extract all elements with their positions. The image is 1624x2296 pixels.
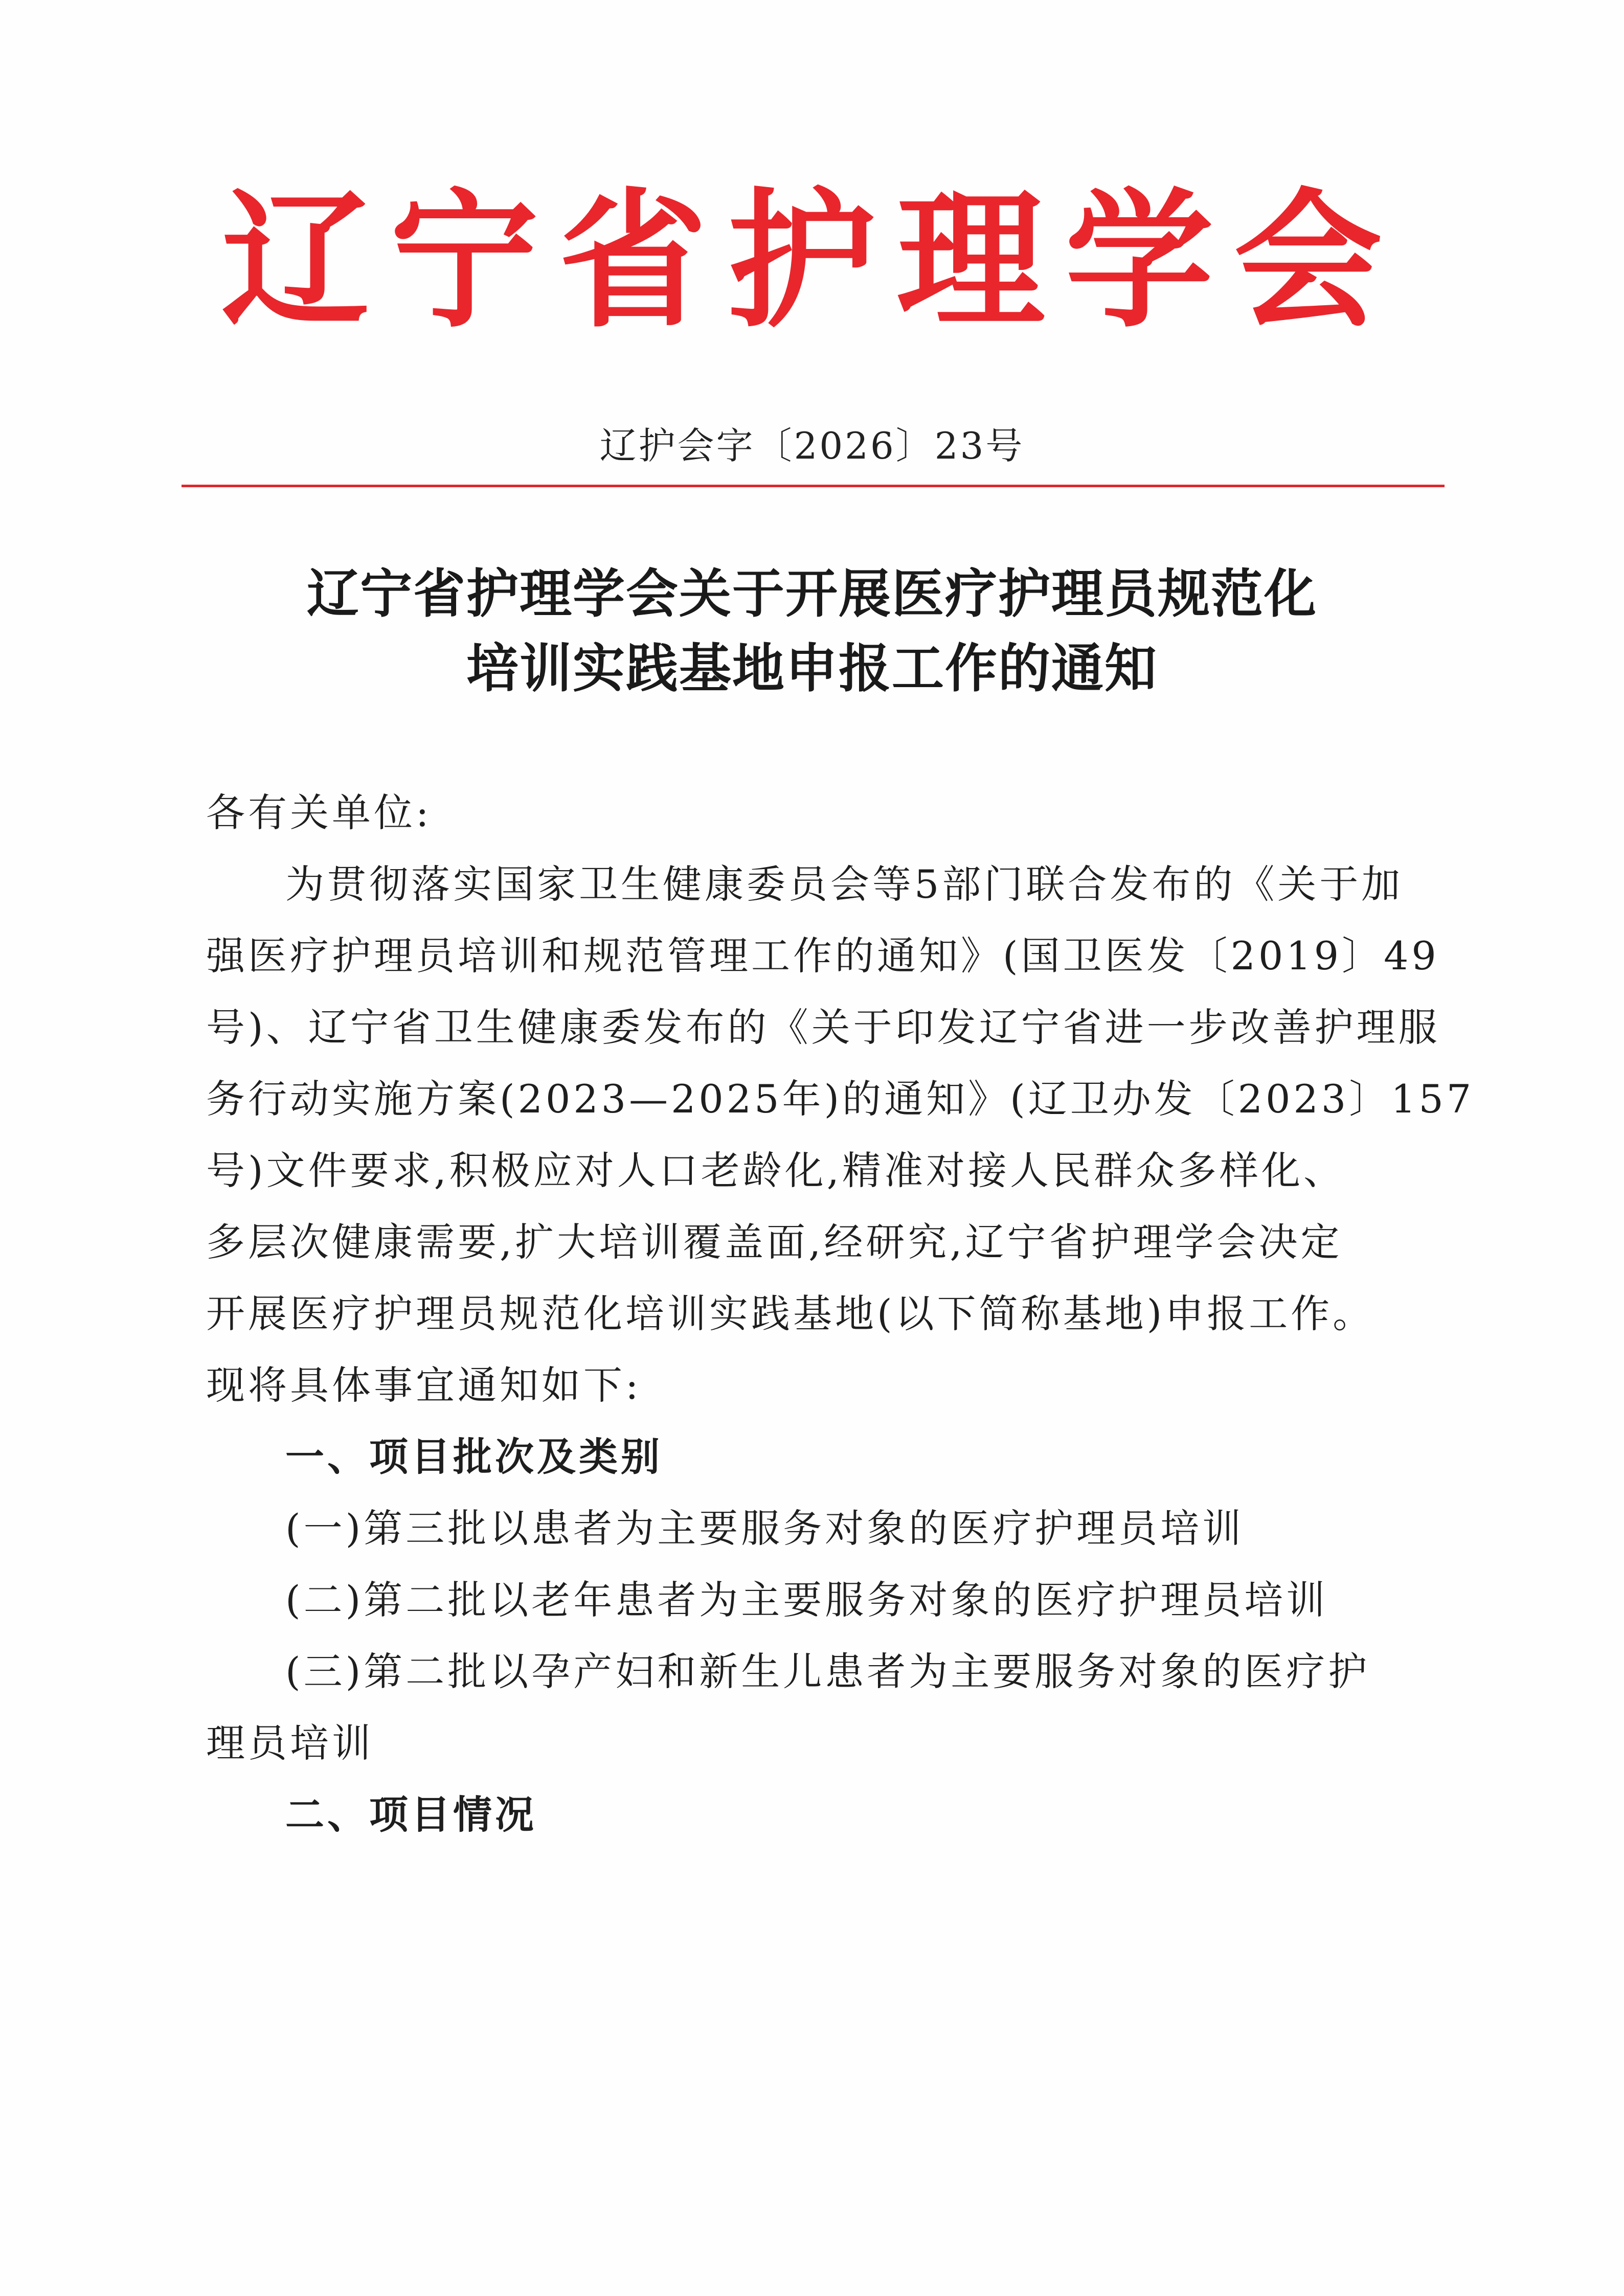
document-body: [206, 777, 1475, 1851]
paragraph-line: 号)、辽宁省卫生健康委发布的《关于印发辽宁省进一步改善护理服: [206, 1005, 1440, 1050]
section-heading-1: 一、项目批次及类别: [285, 1434, 663, 1480]
salutation: 各有关单位:: [206, 790, 432, 835]
paragraph-line: 务行动实施方案(2023—2025年)的通知》(辽卫办发〔2023〕157: [206, 1076, 1475, 1122]
paragraph-line: 为贯彻落实国家卫生健康委员会等5部门联合发布的《关于加: [285, 861, 1404, 907]
document-number: 辽护会字〔2026〕23号: [599, 424, 1025, 467]
paragraph-line: 多层次健康需要,扩大培训覆盖面,经研究,辽宁省护理学会决定: [206, 1219, 1343, 1265]
section-heading-2: 二、项目情况: [285, 1792, 537, 1837]
paragraph-line: 现将具体事宜通知如下:: [206, 1362, 642, 1408]
title-line-2: 培训实践基地申报工作的通知: [466, 639, 1158, 699]
section1-item: (三)第二批以孕产妇和新生儿患者为主要服务对象的医疗护: [285, 1649, 1370, 1694]
section1-item: (一)第三批以患者为主要服务对象的医疗护理员培训: [285, 1506, 1245, 1551]
document-title: [0, 557, 1624, 707]
section1-item: (二)第二批以老年患者为主要服务对象的医疗护理员培训: [285, 1577, 1328, 1623]
organization-masthead: 辽宁省护理学会: [221, 174, 1403, 348]
section1-item-continuation: 理员培训: [206, 1720, 374, 1766]
title-line-1: 辽宁省护理学会关于开展医疗护理员规范化: [307, 564, 1317, 625]
paragraph-line: 号)文件要求,积极应对人口老龄化,精准对接人民群众多样化、: [206, 1148, 1345, 1193]
paragraph-line: 强医疗护理员培训和规范管理工作的通知》(国卫医发〔2019〕49: [206, 933, 1439, 979]
paragraph-line: 开展医疗护理员规范化培训实践基地(以下简称基地)申报工作。: [206, 1291, 1375, 1336]
red-divider-line: [182, 485, 1445, 487]
